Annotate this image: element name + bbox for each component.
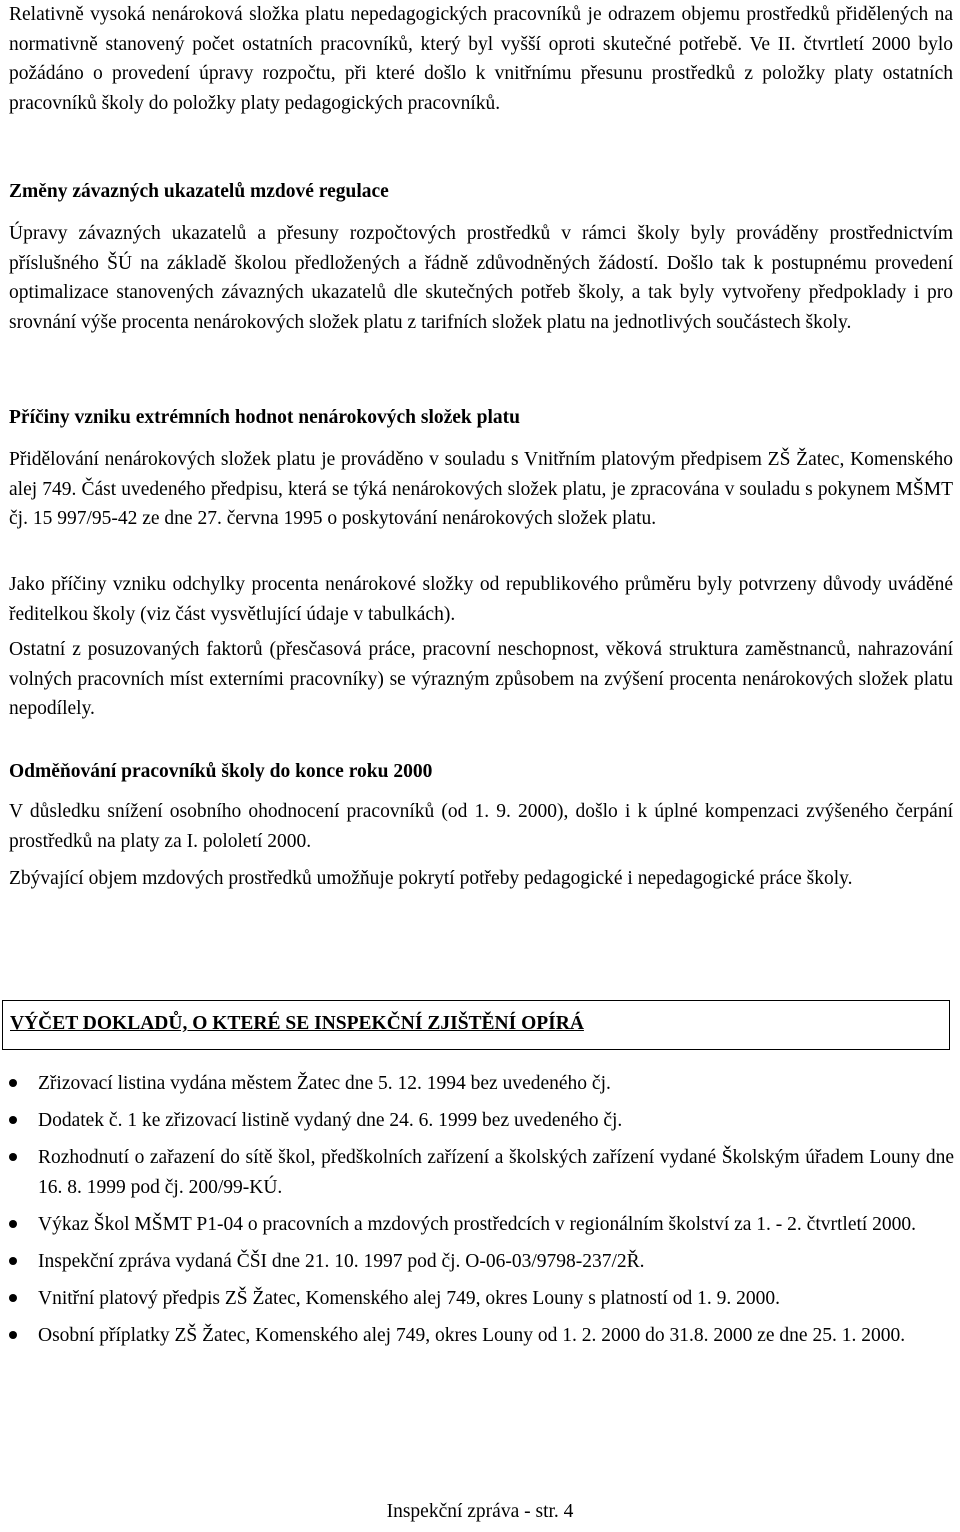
- paragraph-causes-2: Jako příčiny vzniku odchylky procenta nenárokové složky od republikového průměru byly potvrzeny důvody uváděné ředitelkou školy (viz část vysvětlující údaje v tabulkách).: [9, 574, 953, 625]
- paragraph-remuneration-1: V důsledku snížení osobního ohodnocení pracovníků (od 1. 9. 2000), došlo i k úplné kompenzaci zvýšeného čerpání prostředků na platy za I. pololetí 2000.: [9, 801, 953, 852]
- list-item: [0, 1106, 954, 1135]
- documents-title-box: [2, 1000, 950, 1050]
- bullet-icon: [9, 1257, 17, 1265]
- list-item: [0, 1069, 954, 1098]
- heading-changes: Změny závazných ukazatelů mzdové regulace: [9, 181, 389, 202]
- bullet-icon: [9, 1116, 17, 1124]
- paragraph-causes-1: Přidělování nenárokových složek platu je prováděno v souladu s Vnitřním platovým předpisem ZŠ Žatec, Komenského alej 749. Část uvedeného předpisu, která se týká nenárokových složek platu, je zpracována v souladu s pokynem MŠMT čj. 15 997/95-42 ze dne 27. června 1995 o poskytování nenárokových složek platu.: [9, 449, 953, 530]
- list-item: [0, 1247, 954, 1276]
- list-item: [0, 1210, 954, 1239]
- bullet-icon: [9, 1331, 17, 1339]
- heading-causes: Příčiny vzniku extrémních hodnot nenárokových složek platu: [9, 407, 521, 428]
- paragraph-causes-3: Ostatní z posuzovaných faktorů (přesčasová práce, pracovní neschopnost, věková struktura zaměstnanců, nahrazování volných pracovních míst externími pracovníky) se výrazným způsobem na zvýšení procenta nenárokových složek platu nepodílely.: [9, 639, 953, 720]
- list-item-text: Rozhodnutí o zařazení do sítě škol, předškolních zařízení a školských zařízení vydané Školským úřadem Louny dne 16. 8. 1999 pod čj. 200/99-KÚ.: [38, 1147, 954, 1198]
- list-item-text: Vnitřní platový předpis ZŠ Žatec, Komenského alej 749, okres Louny s platností od 1. 9. 2000.: [38, 1288, 780, 1310]
- bullet-icon: [9, 1079, 17, 1087]
- list-item-text: Dodatek č. 1 ke zřizovací listině vydaný dne 24. 6. 1999 bez uvedeného čj.: [38, 1110, 623, 1132]
- list-item: [0, 1143, 954, 1201]
- documents-list: [0, 1069, 960, 1359]
- bullet-icon: [9, 1294, 17, 1302]
- list-item: [0, 1321, 954, 1350]
- list-item: [0, 1284, 954, 1313]
- paragraph-changes: Úpravy závazných ukazatelů a přesuny rozpočtových prostředků v rámci školy byly prováděny prostřednictvím příslušného ŠÚ na základě školou předložených a řádně zdůvodněných žádostí. Došlo tak k postupnému provedení optimalizace stanovených závazných ukazatelů dle skutečných potřeb školy, a tak byly vytvořeny předpoklady i pro srovnání výše procenta nenárokových složek platu z tarifních složek platu na jednotlivých součástech školy.: [9, 223, 953, 334]
- documents-title: VÝČET DOKLADŮ, O KTERÉ SE INSPEKČNÍ ZJIŠTĚNÍ OPÍRÁ: [10, 1013, 584, 1034]
- list-item-text: Zřizovací listina vydána městem Žatec dne 5. 12. 1994 bez uvedeného čj.: [38, 1073, 611, 1094]
- intro-paragraph: Relativně vysoká nenároková složka platu nepedagogických pracovníků je odrazem objemu prostředků přidělených na normativně stanovený počet ostatních pracovníků, který byl vyšší oproti skutečné potřebě. Ve II. čtvrtletí 2000 bylo požádáno o provedení úpravy rozpočtu, při které došlo k vnitřnímu přesunu prostředků z položky platy ostatních pracovníků školy do položky platy pedagogických pracovníků.: [9, 4, 953, 115]
- list-item-text: Inspekční zpráva vydaná ČŠI dne 21. 10. 1997 pod čj. O-06-03/9798-237/2Ř.: [38, 1251, 645, 1273]
- bullet-icon: [9, 1153, 17, 1161]
- list-item-text: Výkaz Škol MŠMT P1-04 o pracovních a mzdových prostředcích v regionálním školství za 1. - 2. čtvrtletí 2000.: [38, 1213, 917, 1235]
- page-footer: Inspekční zpráva - str. 4: [386, 1501, 574, 1522]
- heading-remuneration: Odměňování pracovníků školy do konce roku 2000: [9, 761, 433, 782]
- bullet-icon: [9, 1220, 17, 1228]
- paragraph-remuneration-2: Zbývající objem mzdových prostředků umožňuje pokrytí potřeby pedagogické i nepedagogické práce školy.: [9, 868, 853, 889]
- list-item-text: Osobní příplatky ZŠ Žatec, Komenského alej 749, okres Louny od 1. 2. 2000 do 31.8. 2000 ze dne 25. 1. 2000.: [38, 1325, 906, 1347]
